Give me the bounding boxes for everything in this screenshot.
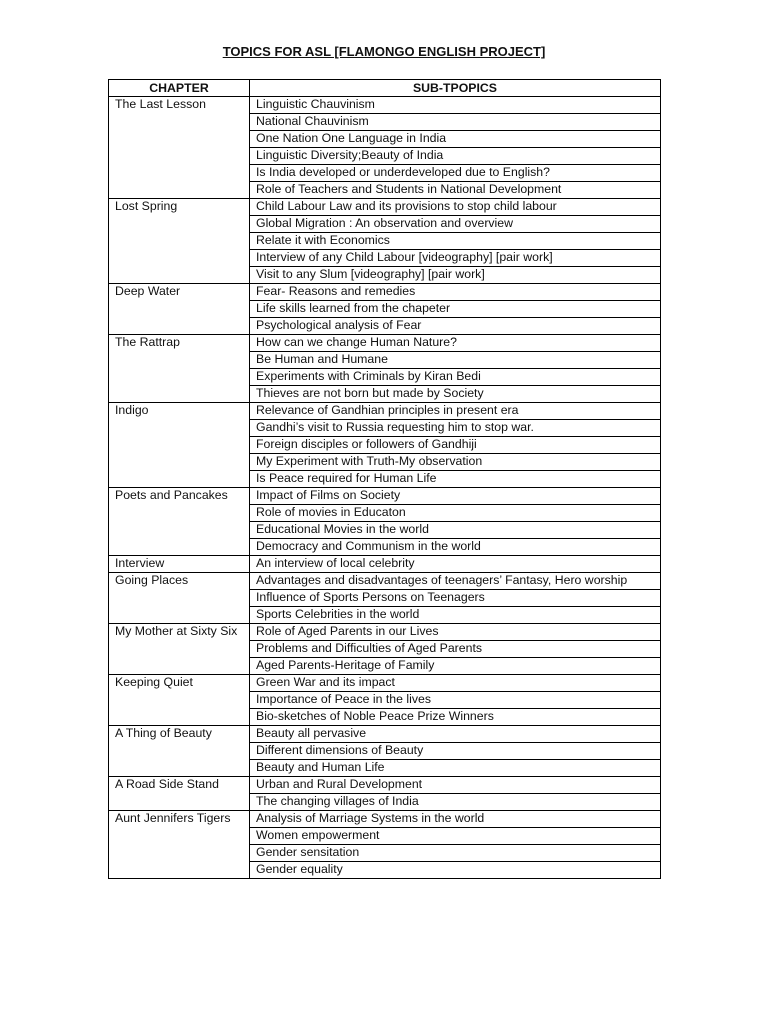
table-row [109,199,661,216]
table-row [109,488,661,505]
subtopic-cell: Be Human and Humane [250,352,661,369]
subtopic-cell: Thieves are not born but made by Society [250,386,661,403]
subtopic-cell: Gandhi’s visit to Russia requesting him to stop war. [250,420,661,437]
table-row [109,403,661,420]
subtopic-cell: Linguistic Chauvinism [250,97,661,114]
subtopic-cell: Relevance of Gandhian principles in present era [250,403,661,420]
table-row [109,284,661,301]
table-row [109,97,661,114]
subtopic-cell: Bio-sketches of Noble Peace Prize Winners [250,709,661,726]
chapter-cell: The Last Lesson [109,97,250,199]
subtopic-cell: An interview of local celebrity [250,556,661,573]
subtopic-cell: Importance of Peace in the lives [250,692,661,709]
chapter-cell: A Road Side Stand [109,777,250,811]
subtopic-cell: The changing villages of India [250,794,661,811]
chapter-cell: Indigo [109,403,250,488]
subtopic-cell: National Chauvinism [250,114,661,131]
subtopic-cell: Sports Celebrities in the world [250,607,661,624]
subtopic-cell: Educational Movies in the world [250,522,661,539]
chapter-cell: The Rattrap [109,335,250,403]
subtopic-cell: Foreign disciples or followers of Gandhiji [250,437,661,454]
subtopic-cell: Experiments with Criminals by Kiran Bedi [250,369,661,386]
subtopic-cell: Democracy and Communism in the world [250,539,661,556]
table-row [109,624,661,641]
subtopics-header: SUB-TPOPICS [250,80,661,97]
chapter-cell: Keeping Quiet [109,675,250,726]
table-row [109,556,661,573]
chapter-cell: My Mother at Sixty Six [109,624,250,675]
subtopic-cell: Role of movies in Educaton [250,505,661,522]
table-row [109,573,661,590]
subtopic-cell: Visit to any Slum [videography] [pair work] [250,267,661,284]
subtopic-cell: Role of Teachers and Students in National Development [250,182,661,199]
subtopic-cell: Beauty and Human Life [250,760,661,777]
table-row [109,811,661,828]
subtopic-cell: Gender equality [250,862,661,879]
subtopic-cell: One Nation One Language in India [250,131,661,148]
subtopic-cell: Psychological analysis of Fear [250,318,661,335]
topics-table [108,79,661,879]
subtopic-cell: Linguistic Diversity;Beauty of India [250,148,661,165]
subtopic-cell: Beauty all pervasive [250,726,661,743]
topics-body [109,97,661,879]
table-row [109,726,661,743]
subtopic-cell: Relate it with Economics [250,233,661,250]
table-row [109,335,661,352]
chapter-cell: A Thing of Beauty [109,726,250,777]
chapter-cell: Interview [109,556,250,573]
subtopic-cell: Interview of any Child Labour [videography] [pair work] [250,250,661,267]
table-row [109,777,661,794]
chapter-cell: Aunt Jennifers Tigers [109,811,250,879]
subtopic-cell: Advantages and disadvantages of teenagers’ Fantasy, Hero worship [250,573,661,590]
subtopic-cell: Is India developed or underdeveloped due to English? [250,165,661,182]
chapter-header: CHAPTER [109,80,250,97]
subtopic-cell: How can we change Human Nature? [250,335,661,352]
subtopic-cell: Life skills learned from the chapeter [250,301,661,318]
subtopic-cell: Role of Aged Parents in our Lives [250,624,661,641]
subtopic-cell: Child Labour Law and its provisions to stop child labour [250,199,661,216]
subtopic-cell: Women empowerment [250,828,661,845]
subtopic-cell: Different dimensions of Beauty [250,743,661,760]
subtopic-cell: Impact of Films on Society [250,488,661,505]
subtopic-cell: Urban and Rural Development [250,777,661,794]
subtopic-cell: Analysis of Marriage Systems in the world [250,811,661,828]
chapter-cell: Deep Water [109,284,250,335]
subtopic-cell: Influence of Sports Persons on Teenagers [250,590,661,607]
document-title: TOPICS FOR ASL [FLAMONGO ENGLISH PROJECT] [222,44,546,59]
subtopic-cell: My Experiment with Truth-My observation [250,454,661,471]
chapter-cell: Going Places [109,573,250,624]
chapter-cell: Lost Spring [109,199,250,284]
subtopic-cell: Green War and its impact [250,675,661,692]
header-row [109,80,661,97]
subtopic-cell: Aged Parents-Heritage of Family [250,658,661,675]
subtopic-cell: Global Migration : An observation and overview [250,216,661,233]
table-row [109,675,661,692]
chapter-cell: Poets and Pancakes [109,488,250,556]
subtopic-cell: Problems and Difficulties of Aged Parents [250,641,661,658]
subtopic-cell: Gender sensitation [250,845,661,862]
subtopic-cell: Is Peace required for Human Life [250,471,661,488]
subtopic-cell: Fear- Reasons and remedies [250,284,661,301]
